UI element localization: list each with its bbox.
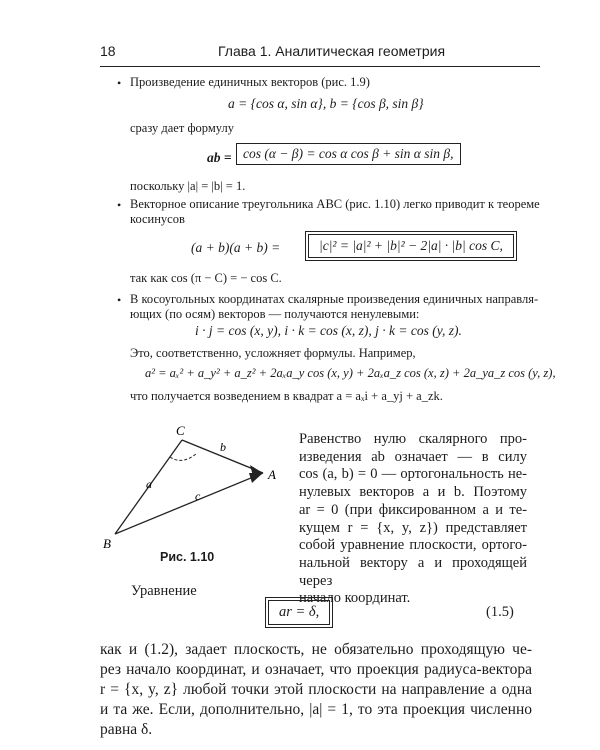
closing-line: как и (1.2), задает плоскость, не обязательно проходящую че- — [100, 641, 532, 658]
item3-line2: ющих (по осям) векторов — получаются ненулевыми: — [130, 307, 420, 321]
item3-products: i · j = cos (x, y), i · k = cos (x, z), j · k = cos (y, z). — [195, 323, 462, 338]
equation-text: ar = δ, — [268, 600, 330, 625]
item2-line2: косинусов — [130, 212, 185, 226]
item1-intro: Произведение единичных векторов (рис. 1.9) — [130, 75, 370, 89]
label-vertex-b: B — [103, 536, 111, 551]
equation-lead: Уравнение — [131, 583, 197, 599]
label-side-c: c — [195, 489, 201, 503]
label-side-b: b — [220, 440, 226, 454]
item1-formula-lhs: ab = — [207, 150, 232, 165]
side-line: ar = 0 (при фиксированном a и те- — [299, 501, 527, 518]
item2-formula-box — [305, 231, 517, 261]
item2-since: так как cos (π − C) = − cos C. — [130, 271, 282, 285]
page-number: 18 — [100, 43, 116, 59]
item3-complicates: Это, соответственно, усложняет формулы. Например, — [130, 346, 416, 360]
label-vertex-a: A — [268, 467, 276, 482]
bullet: • — [117, 76, 122, 90]
item3-line1: В косоугольных координатах скалярные произведения единичных направля- — [130, 292, 539, 306]
bullet: • — [117, 198, 122, 212]
closing-line: рез начало координат, и означает, что проекция радиуса-вектора — [100, 661, 532, 678]
label-vertex-c: C — [176, 423, 185, 438]
item1-since: поскольку |a| = |b| = 1. — [130, 179, 246, 193]
bullet: • — [117, 293, 122, 307]
equation-box — [265, 597, 333, 628]
angle-arc — [170, 454, 196, 460]
item2-formula-lhs: (a + b)(a + b) = — [191, 240, 281, 255]
side-line: нальной вектору a и проходящей через — [299, 554, 527, 589]
side-line: Равенство нулю скалярного про- — [299, 431, 527, 447]
side-line: собой уравнение плоскости, ортого- — [299, 537, 527, 554]
triangle-figure — [100, 420, 290, 555]
arrowhead-c — [249, 473, 263, 483]
item2-line1: Векторное описание треугольника ABC (рис. 1.10) легко приводит к теореме — [130, 197, 540, 211]
item3-expansion: a² = aₓ² + a_y² + a_z² + 2aₓa_y cos (x, y) + 2aₓa_z cos (x, z) + 2a_ya_z cos (y, z), — [145, 366, 556, 380]
header-rule — [100, 66, 540, 67]
side-line: нулевых векторов a и b. Поэтому — [299, 484, 527, 501]
running-title: Глава 1. Аналитическая геометрия — [218, 43, 446, 59]
closing-paragraph — [100, 640, 532, 740]
item2-formula-text: |c|² = |a|² + |b|² − 2|a| · |b| cos C, — [308, 234, 514, 258]
side-line: кущем r = {x, y, z}) представляет — [299, 519, 527, 536]
closing-line: и та же. Если, дополнительно, |a| = 1, то эта проекция численно — [100, 701, 532, 718]
side-line: начало координат. — [299, 590, 411, 607]
figure-caption: Рис. 1.10 — [160, 550, 215, 564]
item1-vectors: a = {cos α, sin α}, b = {cos β, sin β} — [228, 96, 424, 111]
item3-obtained: что получается возведением в квадрат a = aₓi + a_yj + a_zk. — [130, 389, 443, 403]
equation-number: (1.5) — [486, 604, 514, 620]
closing-line: равна δ. — [100, 721, 153, 738]
side-line: изведения ab означает — в силу — [299, 448, 527, 465]
label-side-a: a — [146, 477, 152, 491]
side-text — [299, 431, 527, 608]
side-line: cos (a, b) = 0 — ортогональность не- — [299, 466, 527, 483]
closing-line: r = {x, y, z} любой точки этой плоскости на направление a одна — [100, 681, 532, 698]
item1-gives: сразу дает формулу — [130, 121, 234, 135]
item1-formula-box: cos (α − β) = cos α cos β + sin α sin β, — [236, 143, 461, 165]
